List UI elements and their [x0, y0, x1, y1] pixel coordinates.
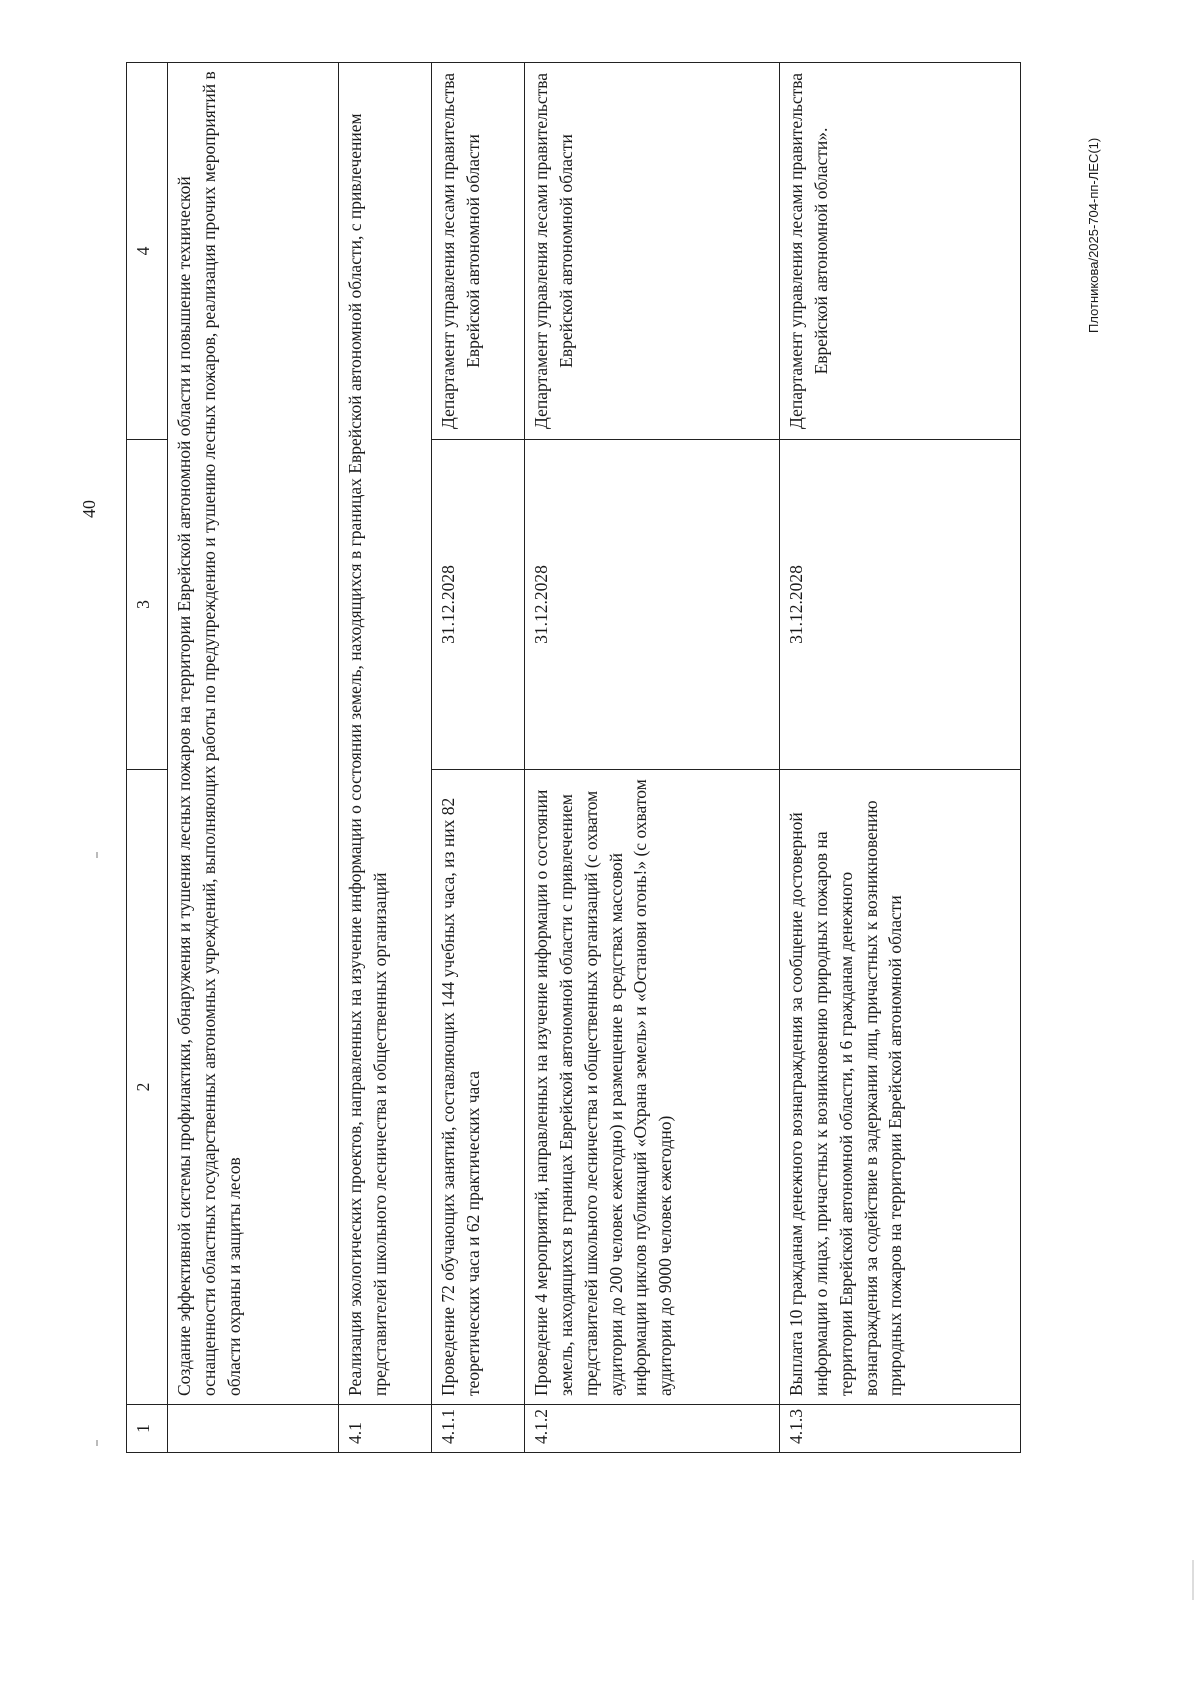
- row-text: Выплата 10 гражданам денежного вознаграждения за сообщение достоверной информации о лицах, причастных к возникновению природных пожаров на территории Еврейской автономной области, и 6 гражданам денежного вознаграждения за содействие в задержании лиц, причастных к возникновению природных пожаров на территории Еврейской автономной области: [780, 770, 1021, 1405]
- section-row: [168, 63, 339, 1453]
- table-row: [780, 63, 1021, 1453]
- scan-mark: [1192, 1560, 1194, 1600]
- table-header-row: [127, 63, 168, 1453]
- task-text: Реализация экологических проектов, направленных на изучение информации о состоянии земель, находящихся в границах Еврейской автономной области, с привлечением представителей школьного лесничества и общественных организаций: [339, 63, 432, 1405]
- row-date: 31.12.2028: [525, 440, 780, 770]
- header-col-1: 1: [127, 1405, 168, 1453]
- table-row: [432, 63, 525, 1453]
- row-text: Проведение 4 мероприятий, направленных на изучение информации о состоянии земель, находящихся в границах Еврейской автономной области с привлечением представителей школьного лесничества и общественных организаций (с охватом аудитории до 200 человек ежегодно) и размещение в средствах массовой информации циклов публикаций «Охрана земель» и «Останови огонь!» (с охватом аудитории до 9000 человек ежегодно): [525, 770, 780, 1405]
- row-org: Департамент управления лесами правительства Еврейской автономной области».: [780, 63, 1021, 440]
- row-num: 4.1.3: [780, 1405, 1021, 1453]
- row-num: 4.1.1: [432, 1405, 525, 1453]
- header-col-3: 3: [127, 440, 168, 770]
- row-org: Департамент управления лесами правительства Еврейской автономной области: [525, 63, 780, 440]
- table-row: [525, 63, 780, 1453]
- header-col-4: 4: [127, 63, 168, 440]
- scan-mark: [96, 1440, 98, 1446]
- measures-table: [126, 62, 1021, 1453]
- document-code: Плотникова/2025-704-пп-ЛЕС(1): [1086, 137, 1101, 333]
- page-number: 40: [79, 500, 99, 518]
- row-date: 31.12.2028: [780, 440, 1021, 770]
- task-num: 4.1: [339, 1405, 432, 1453]
- section-text: Создание эффективной системы профилактики, обнаружения и тушения лесных пожаров на территории Еврейской автономной области и повышение технической оснащенности областных государственных автономных учреждений, выполняющих работы по предупреждению и тушению лесных пожаров, реализация прочих мероприятий в области охраны и защиты лесов: [168, 63, 339, 1405]
- header-col-2: 2: [127, 770, 168, 1405]
- task-row: [339, 63, 432, 1453]
- scan-mark: [96, 852, 98, 858]
- row-org: Департамент управления лесами правительства Еврейской автономной области: [432, 63, 525, 440]
- section-num-cell: [168, 1405, 339, 1453]
- row-num: 4.1.2: [525, 1405, 780, 1453]
- row-text: Проведение 72 обучающих занятий, составляющих 144 учебных часа, из них 82 теоретических часа и 62 практических часа: [432, 770, 525, 1405]
- row-date: 31.12.2028: [432, 440, 525, 770]
